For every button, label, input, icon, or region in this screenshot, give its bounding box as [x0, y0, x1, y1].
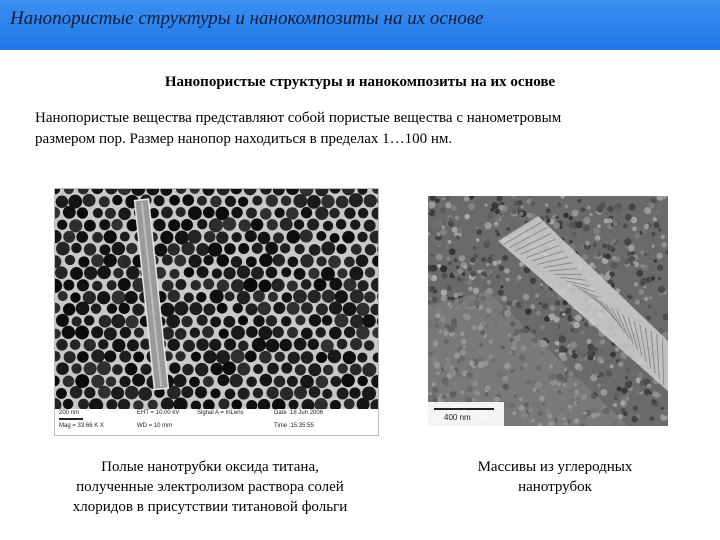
scale-bar	[434, 408, 494, 410]
time-label: Time :15:35:55	[274, 423, 314, 429]
intro-line-2: размером пор. Размер нанопор находиться в пределах 1…100 нм.	[35, 131, 453, 147]
titania-caption	[30, 457, 390, 517]
caption-line-3: хлоридов в присутствии титановой фольги	[72, 499, 348, 515]
carbon-nanotube-arrays-image	[428, 196, 668, 426]
intro-paragraph	[35, 108, 695, 150]
slide-heading: Нанопористые структуры и нанокомпозиты на их основе	[164, 74, 556, 90]
caption-line-2: полученные электролизом раствора солей	[76, 479, 344, 495]
slide-title: Нанопористые структуры и нанокомпозиты на их основе	[10, 8, 484, 29]
titania-nanotubes-image	[54, 188, 379, 436]
titania-nanotubes-micrograph	[55, 189, 378, 409]
scale-bar-box	[428, 402, 504, 426]
caption-line-2: нанотрубок	[518, 479, 592, 495]
title-bar	[0, 0, 720, 50]
eht-label: EHT = 10.00 kV	[137, 410, 180, 416]
date-label: Date :18 Jun 2006	[274, 410, 324, 416]
caption-line-1: Массивы из углеродных	[477, 459, 633, 475]
scale-bar-label: 400 nm	[444, 413, 471, 422]
carbon-nanotube-micrograph	[428, 196, 668, 426]
wd-label: WD = 10 mm	[137, 423, 173, 429]
intro-line-1: Нанопористые вещества представляют собой пористые вещества с нанометровым	[35, 110, 562, 126]
caption-line-1: Полые нанотрубки оксида титана,	[101, 459, 319, 475]
scale-bar	[59, 418, 83, 420]
signal-label: Signal A = InLens	[197, 410, 244, 416]
magnification-label: Mag = 33.66 K X	[59, 423, 104, 429]
carbon-caption	[430, 457, 680, 497]
scale-bar-label: 200 nm	[59, 410, 80, 416]
sem-info-panel	[57, 409, 376, 435]
